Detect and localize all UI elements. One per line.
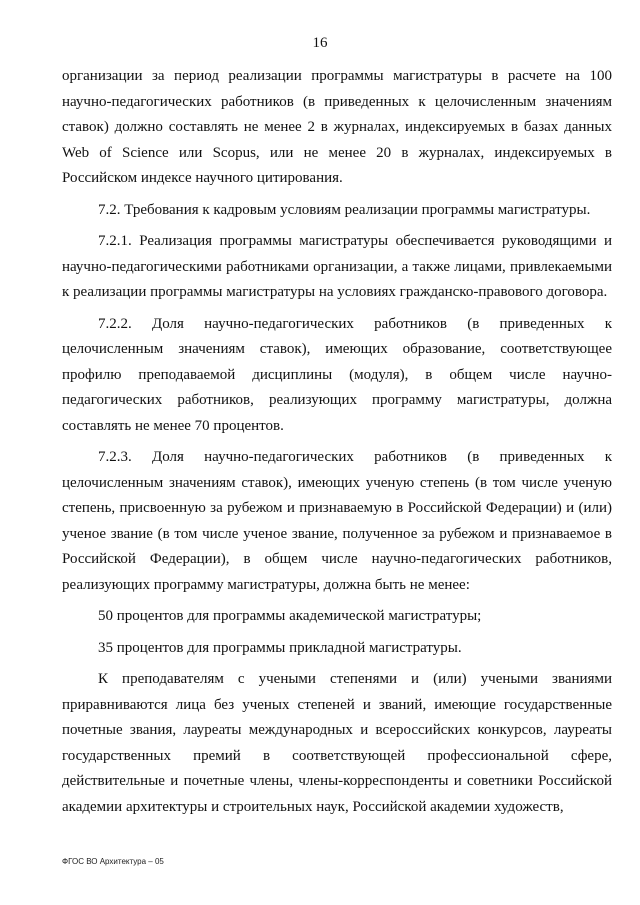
clause-7-2-2: 7.2.2. Доля научно-педагогических работников (в приведенных к целочисленным значениям ставок), имеющих образование, соответствующее профилю преподаваемой дисциплины (модуля), в общем числе научно-педагогических работников, реализующих программу магистратуры, должна составлять не менее 70 процентов. — [62, 315, 612, 434]
page-number: 16 — [312, 35, 328, 51]
page-footer: ФГОС ВО Архитектура – 05 — [62, 857, 164, 866]
clause-7-2-3: 7.2.3. Доля научно-педагогических работников (в приведенных к целочисленным значениям ставок), имеющих ученую степень (в том числе ученую степень, присвоенную за рубежом и признаваемую в Российской Федерации) и (или) ученое звание (в том числе ученое звание, полученное за рубежом и признаваемое в Российской Федерации), в общем числе научно-педагогических работников, реализующих программу магистратуры, должна быть не менее: — [62, 449, 612, 593]
academic-masters-requirement: 50 процентов для программы академической магистратуры; — [98, 608, 482, 624]
clause-7-2-1: 7.2.1. Реализация программы магистратуры обеспечивается руководящими и научно-педагогическими работниками организации, а также лицами, привлекаемыми к реализации программы магистратуры на условиях гражданско-правового договора. — [62, 233, 612, 300]
document-body — [62, 64, 612, 826]
paragraph-continuation: организации за период реализации программы магистратуры в расчете на 100 научно-педагогических работников (в приведенных к целочисленным значениям ставок) должно составлять не менее 2 в журналах, индексируемых в базах данных Web of Science или Scopus, или не менее 20 в журналах, индексируемых в Российском индексе научного цитирования. — [62, 68, 612, 186]
section-heading-7-2: 7.2. Требования к кадровым условиям реализации программы магистратуры. — [98, 201, 591, 218]
applied-masters-requirement: 35 процентов для программы прикладной магистратуры. — [98, 639, 462, 656]
equivalence-paragraph: К преподавателям с учеными степенями и (или) учеными званиями приравниваются лица без ученых степеней и званий, имеющие государственные почетные звания, лауреаты международных и всероссийских конкурсов, лауреаты государственных премий в соответствующей профессиональной сфере, действительные и почетные члены, члены-корреспонденты и советники Российской академии архитектуры и строительных наук, Российской академии художеств, — [62, 671, 612, 815]
